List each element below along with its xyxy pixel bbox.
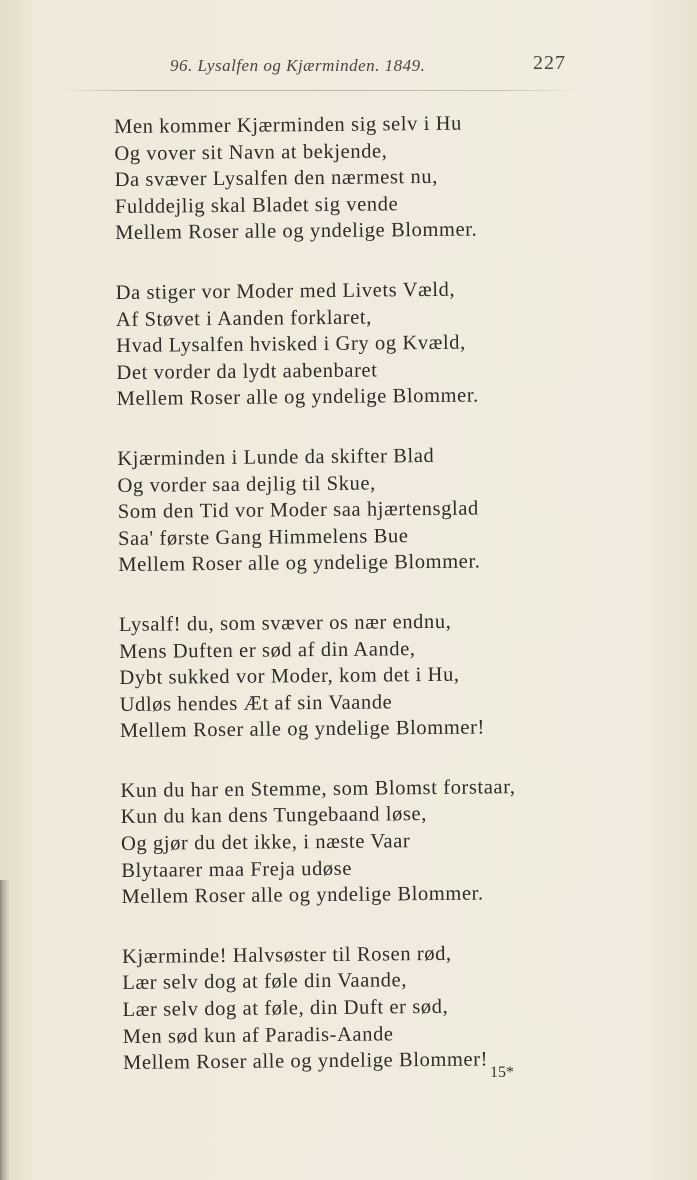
poem-body (114, 109, 594, 1109)
verse-line: Udløs hendes Æt af sin Vaande (119, 691, 393, 716)
page-edge-shadow (0, 880, 10, 1180)
verse-line: Og vover sit Navn at bekjende, (114, 139, 388, 165)
verse-refrain: Mellem Roser alle og yndelige Blommer. (116, 384, 479, 411)
stanza-6 (122, 939, 593, 1076)
stanza-3 (117, 441, 588, 578)
verse-line: Saa' første Gang Himmelens Bue (117, 524, 409, 550)
verse-line: Blytaarer maa Freja udøse (121, 857, 353, 882)
verse-line: Dybt sukked vor Moder, kom det i Hu, (119, 663, 460, 690)
verse-line: Kjærminden i Lunde da skifter Blad (117, 444, 435, 470)
stanza-5 (120, 773, 591, 910)
verse-line: Lær selv dog at føle din Vaande, (122, 969, 408, 995)
page-number: 227 (533, 52, 566, 74)
stanza-1 (114, 109, 585, 246)
running-title: 96. Lysalfen og Kjærminden. 1849. (170, 56, 426, 75)
verse-line: Af Støvet i Aanden forklaret, (115, 306, 373, 331)
printer-signature-mark: 15* (490, 1064, 514, 1081)
verse-line: Lysalf! du, som svæver os nær endnu, (118, 610, 452, 636)
verse-refrain: Mellem Roser alle og yndelige Blommer! (123, 1048, 489, 1075)
verse-refrain: Mellem Roser alle og yndelige Blommer. (115, 218, 478, 245)
verse-line: Lær selv dog at føle, din Duft er sød, (122, 995, 449, 1021)
verse-line: Kjærminde! Halvsøster til Rosen rød, (121, 942, 452, 968)
header-rule (60, 90, 580, 91)
verse-line: Fulddejlig skal Bladet sig vende (114, 193, 399, 218)
verse-line: Som den Tid vor Moder saa hjærtensglad (117, 497, 479, 524)
verse-line: Det vorder da lydt aabenbaret (116, 359, 378, 384)
verse-refrain: Mellem Roser alle og yndelige Blommer. (121, 882, 484, 909)
verse-line: Hvad Lysalfen hvisked i Gry og Kvæld, (116, 331, 466, 358)
stanza-4 (119, 607, 590, 744)
verse-refrain: Mellem Roser alle og yndelige Blommer! (119, 716, 485, 743)
verse-line: Men kommer Kjærminden sig selv i Hu (114, 112, 463, 138)
verse-line: Men sød kun af Paradis-Aande (122, 1022, 394, 1048)
running-header (170, 52, 570, 82)
verse-refrain: Mellem Roser alle og yndelige Blommer. (118, 550, 481, 577)
verse-line: Mens Duften er sød af din Aande, (119, 637, 416, 663)
stanza-2 (116, 275, 587, 412)
verse-line: Da stiger vor Moder med Livets Væld, (115, 278, 456, 304)
verse-line: Kun du har en Stemme, som Blomst forstaar, (120, 776, 516, 802)
verse-line: Og vorder saa dejlig til Skue, (117, 472, 376, 497)
verse-line: Da svæver Lysalfen den nærmest nu, (114, 166, 439, 192)
verse-line: Kun du kan dens Tungebaand løse, (120, 803, 428, 829)
verse-line: Og gjør du det ikke, i næste Vaar (120, 830, 411, 856)
